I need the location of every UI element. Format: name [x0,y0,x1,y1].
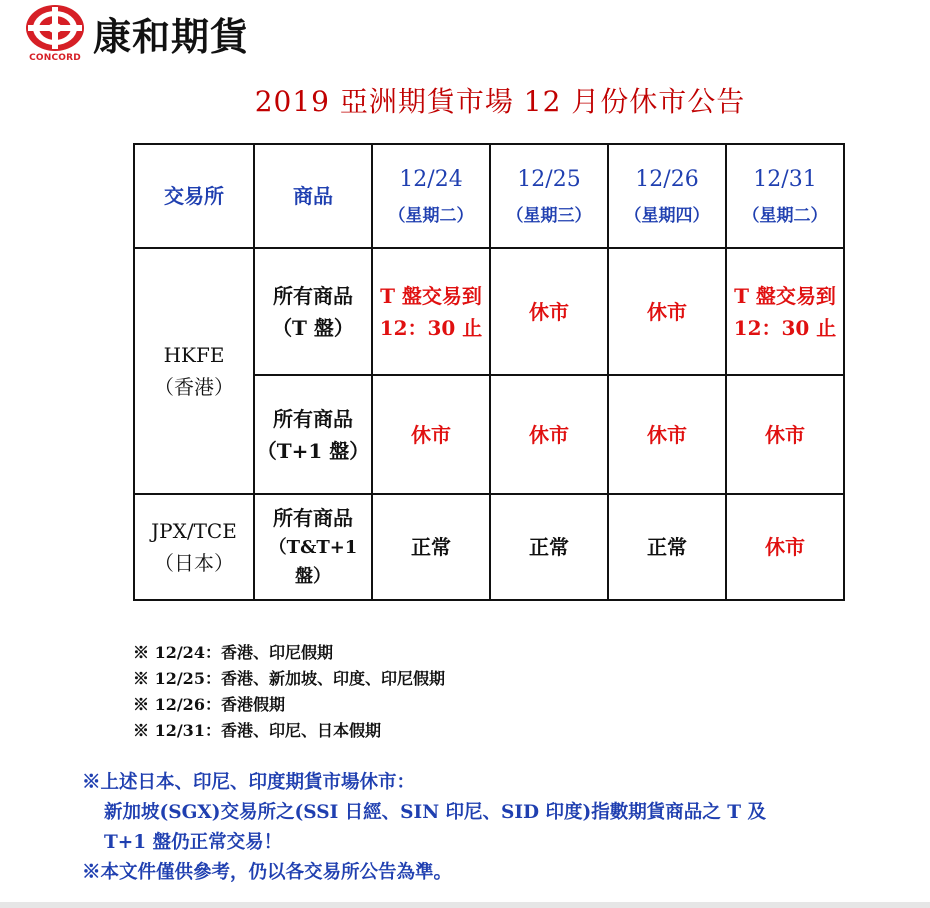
cell-text: T 盤交易到 [734,283,836,308]
header-exchange: 交易所 [134,144,254,248]
weekday-label: （星期三） [506,206,592,226]
date-label: 12/26 [635,166,699,192]
cell-jpx-1225: 正常 [490,494,608,600]
product-session: （T&T+1 盤） [268,537,358,587]
cell-hkfe-t1-1224: 休市 [372,375,490,494]
page-title [0,80,930,120]
cell-hkfe-t-1224 [372,248,490,375]
table-row-hkfe-t [134,248,844,375]
weekday-label: （星期二） [388,206,474,226]
disclaimer-line: T+1 盤仍正常交易！ [104,832,283,853]
product-session: （T+1 盤） [256,438,370,463]
note-item: ※ 12/26：香港假期 [133,695,285,714]
table-row-jpx [134,494,844,600]
product-label: 所有商品 [273,406,353,431]
disclaimer-notes [82,768,766,888]
table-header-row [134,144,844,248]
cell-hkfe-t1-1225: 休市 [490,375,608,494]
holiday-table [133,143,845,601]
cell-text: 12：30 止 [379,315,483,340]
concord-logo-icon [24,5,86,53]
exchange-code: JPX/TCE [151,519,237,543]
cell-hkfe-t1-1231: 休市 [726,375,844,494]
holiday-table-wrap [133,143,845,601]
note-item: ※ 12/31：香港、印尼、日本假期 [133,721,381,740]
title-text: 2019 亞洲期貨市場 12 月份休市公告 [254,85,746,118]
product-tt1-session [254,494,372,600]
holiday-notes [133,640,445,744]
weekday-label: （星期二） [742,206,828,226]
header-date-3 [608,144,726,248]
disclaimer-line: ※上述日本、印尼、印度期貨市場休市： [82,772,416,793]
exchange-jpx [134,494,254,600]
weekday-label: （星期四） [624,206,710,226]
disclaimer-line: 新加坡(SGX)交易所之(SSI 日經、SIN 印尼、SID 印度)指數期貨商品之 T 及 [104,802,766,823]
cell-jpx-1226: 正常 [608,494,726,600]
cell-hkfe-t-1226: 休市 [608,248,726,375]
exchange-region: （香港） [154,375,234,399]
product-label: 所有商品 [273,506,353,531]
header-date-1 [372,144,490,248]
product-t-session [254,248,372,375]
date-label: 12/31 [753,166,817,192]
brand-name: 康和期貨 [93,15,250,59]
cell-hkfe-t1-1226: 休市 [608,375,726,494]
cell-hkfe-t-1225: 休市 [490,248,608,375]
product-session: （T 盤） [272,315,354,340]
logo-sub-text: CONCORD [29,53,81,63]
header-product: 商品 [254,144,372,248]
bottom-divider [0,902,930,908]
date-label: 12/25 [517,166,581,192]
note-item: ※ 12/25：香港、新加坡、印度、印尼假期 [133,669,445,688]
disclaimer-line: ※本文件僅供參考，仍以各交易所公告為準。 [82,862,453,883]
header-date-2 [490,144,608,248]
exchange-hkfe [134,248,254,494]
exchange-code: HKFE [163,343,225,367]
note-item: ※ 12/24：香港、印尼假期 [133,643,333,662]
product-label: 所有商品 [273,283,353,308]
header-date-4 [726,144,844,248]
concord-logo [20,5,90,67]
exchange-region: （日本） [154,551,234,575]
cell-jpx-1231: 休市 [726,494,844,600]
product-t1-session [254,375,372,494]
cell-text: 12：30 止 [733,315,837,340]
cell-hkfe-t-1231 [726,248,844,375]
cell-text: T 盤交易到 [380,283,482,308]
date-label: 12/24 [399,166,463,192]
cell-jpx-1224: 正常 [372,494,490,600]
